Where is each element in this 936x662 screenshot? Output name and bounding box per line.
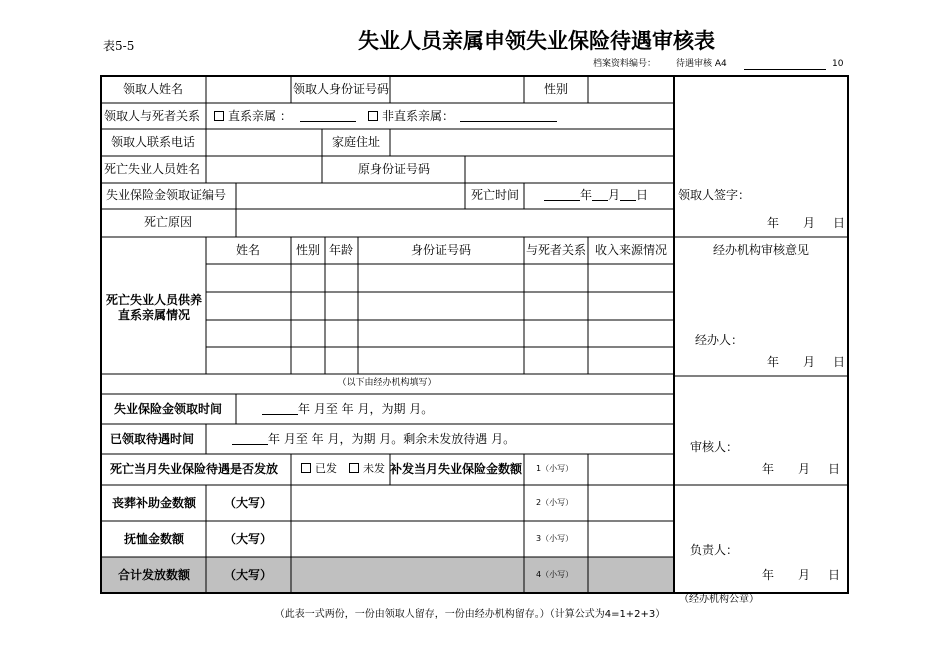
col-income-header: 收入来源情况 [594,243,668,257]
handler-date-year: 年 [767,355,780,369]
paid-no-checkbox[interactable] [349,463,359,473]
agency-opinion-label: 经办机构审核意见 [712,243,810,257]
death-date[interactable] [544,189,648,201]
paid-yes-text: 已发 [315,462,337,475]
archive-number-line[interactable] [744,69,826,70]
small-2-label: 2（小写） [536,498,574,507]
month-paid-label: 死亡当月失业保险待遇是否发放 [110,462,279,476]
archive-suffix: 10 [832,59,844,69]
paid-yes-checkbox[interactable] [301,463,311,473]
orig-id-label: 原身份证号码 [357,162,431,176]
dependents-label-line1: 死亡失业人员供养 [105,293,203,307]
reviewer-date-year: 年 [762,462,775,476]
applicant-id-field[interactable] [392,78,522,101]
received-start-year-line[interactable] [232,434,268,445]
period-text-value: 年 月至 年 月，为期 月。 [298,402,434,416]
death-time-label: 死亡时间 [470,188,520,202]
table-number: 表5-5 [103,39,135,53]
death-month-line[interactable] [592,190,608,201]
pension-label: 抚恤金数额 [123,532,185,546]
total-caps-label: （大写） [223,568,273,582]
seal-note: （经办机构公章） [679,594,759,605]
col-name-header: 姓名 [235,243,261,257]
direct-relative-checkbox[interactable] [214,111,224,121]
dependents-label-line2: 直系亲属情况 [117,308,191,322]
signature-date-year: 年 [767,216,780,230]
death-year-line[interactable] [544,190,580,201]
indirect-relative-text: 非直系亲属： [382,109,455,123]
col-id-header: 身份证号码 [410,243,472,257]
funeral-caps-field[interactable] [293,487,522,519]
pension-caps-field[interactable] [293,523,522,555]
total-label: 合计发放数额 [117,568,191,582]
funeral-label: 丧葬补助金数额 [111,496,197,510]
form-title: 失业人员亲属申领失业保险待遇审核表 [358,29,715,53]
total-caps-field[interactable] [293,559,522,591]
applicant-name-label: 领取人姓名 [122,82,184,96]
footer-note: （此表一式两份，一份由领取人留存，一份由经办机构留存。）（计算公式为4=1+2+3） [274,609,666,620]
signature-label: 领取人签字： [678,188,751,202]
received-text-value: 年 月至 年 月，为期 月。剩余未发放待遇 月。 [268,432,516,446]
phone-field[interactable] [208,131,320,154]
death-day-line[interactable] [620,190,636,201]
indirect-relative-checkbox[interactable] [368,111,378,121]
address-label: 家庭住址 [331,135,381,149]
cert-no-label: 失业保险金领取证编号 [106,188,227,202]
responsible-label: 负责人： [690,543,739,557]
deceased-name-field[interactable] [208,158,320,181]
paid-no-option[interactable] [349,463,390,474]
deceased-name-label: 死亡失业人员姓名 [104,162,201,176]
handler-date-month: 月 [803,355,816,369]
agency-fill-note: （以下由经办机构填写） [337,378,437,388]
death-cause-field[interactable] [238,211,672,235]
death-cause-label: 死亡原因 [143,215,193,229]
relation-label: 领取人与死者关系 [104,109,201,123]
received-text[interactable] [232,433,515,445]
small-3-label: 3（小写） [536,534,574,543]
reviewer-label: 审核人： [690,440,739,454]
orig-id-field[interactable] [467,158,672,181]
indirect-relative-line[interactable] [460,121,557,122]
col-gender-header: 性别 [295,243,321,257]
applicant-name-field[interactable] [208,78,289,101]
phone-label: 领取人联系电话 [110,135,196,149]
gender-label: 性别 [543,82,569,96]
direct-relative-text: 直系亲属 ： [228,109,292,123]
signature-date-month: 月 [803,216,816,230]
death-month-unit: 月 [608,188,621,202]
responsible-date-year: 年 [762,568,775,582]
responsible-date-month: 月 [798,568,811,582]
direct-relative-option[interactable] [214,110,292,122]
address-field[interactable] [392,131,672,154]
supplement-label: 补发当月失业保险金数额 [390,462,523,476]
handler-date-day: 日 [833,355,846,369]
reviewer-date-month: 月 [798,462,811,476]
cert-no-field[interactable] [238,185,463,207]
pension-caps-label: （大写） [223,532,273,546]
archive-label: 档案资料编号： [593,59,657,69]
indirect-relative-option[interactable] [368,110,454,122]
received-label: 已领取待遇时间 [110,432,195,446]
paid-yes-option[interactable] [301,463,337,474]
paid-no-text: 未发 [363,463,385,474]
archive-value: 待遇审核 A4 [676,59,727,69]
death-year-unit: 年 [580,188,593,202]
period-start-year-line[interactable] [262,404,298,415]
death-day-unit: 日 [636,188,649,202]
small-1-label: 1（小写） [536,464,574,473]
period-text[interactable] [262,403,433,415]
col-age-header: 年龄 [328,243,354,257]
responsible-date-day: 日 [828,568,841,582]
direct-relative-line[interactable] [300,121,356,122]
small-4-label: 4（小写） [536,570,574,579]
funeral-caps-label: （大写） [223,496,273,510]
signature-date-day: 日 [833,216,846,230]
reviewer-date-day: 日 [828,462,841,476]
applicant-id-label: 领取人身份证号码 [293,82,390,96]
handler-label: 经办人： [695,333,744,347]
col-relation-header: 与死者关系 [525,243,587,257]
gender-field[interactable] [590,78,672,101]
period-label: 失业保险金领取时间 [113,402,223,416]
